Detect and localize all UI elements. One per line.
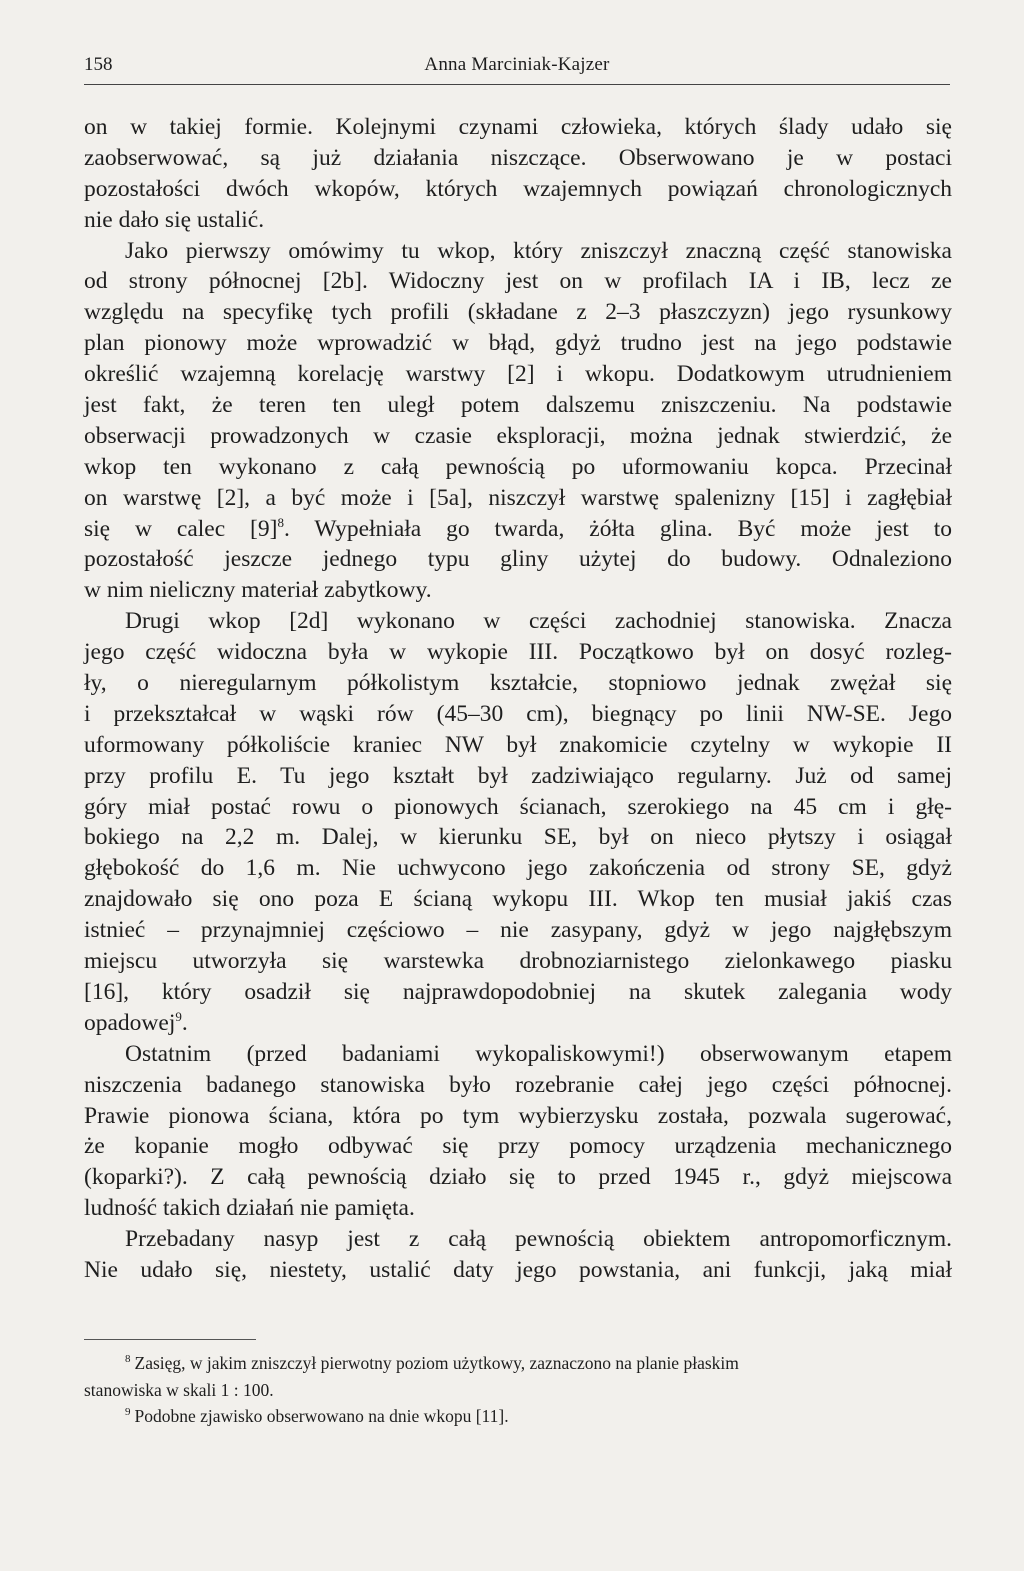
line-text: Przebadany nasyp jest z całą pewnością obiektem antropomorficznym.	[125, 1226, 952, 1253]
text-line	[84, 668, 952, 699]
text-line	[84, 730, 952, 761]
footnote-number: 8	[125, 1353, 131, 1366]
line-text-tail: . Wypełniała go twarda, żółta glina. Być może jest to	[283, 515, 952, 542]
line-text: że kopanie mogło odbywać się przy pomocy urządzenia mechanicznego	[84, 1133, 952, 1160]
line-text: zaobserwować, są już działania niszczące. Obserwowano je w postaci	[84, 144, 952, 171]
footnote-reference: 9	[175, 1009, 182, 1024]
line-text: istnieć – przynajmniej częściowo – nie zasypany, gdyż w jego najgłębszym	[84, 917, 952, 944]
text-line	[84, 792, 952, 823]
text-line	[84, 853, 952, 884]
line-text: Prawie pionowa ściana, która po tym wybierzysku została, pozwala sugerować,	[84, 1102, 952, 1129]
line-text: (koparki?). Z całą pewnością działo się to przed 1945 r., gdyż miejscowa	[84, 1164, 952, 1191]
line-text: on warstwę [2], a być może i [5a], niszczył warstwę spalenizny [15] i zagłębiał	[84, 484, 952, 511]
text-line	[84, 514, 952, 545]
line-text: ły, o nieregularnym półkolistym kształcie, stopniowo jednak zwężał się	[84, 670, 952, 697]
line-text: niszczenia badanego stanowiska było rozebranie całej jego części północnej.	[84, 1071, 952, 1098]
text-line	[84, 1101, 952, 1132]
line-text: znajdowało się ono poza E ścianą wykopu III. Wkop ten musiał jakiś czas	[84, 886, 952, 913]
text-line	[84, 1131, 952, 1162]
text-line	[84, 977, 952, 1008]
footnote-text: Podobne zjawisko obserwowano na dnie wkopu [11].	[134, 1406, 509, 1426]
line-text: obserwacji prowadzonych w czasie eksploracji, można jednak stwierdzić, że	[84, 422, 952, 449]
text-line	[84, 1255, 952, 1286]
footnote-reference: 8	[277, 514, 284, 530]
footnote-line	[84, 1403, 952, 1430]
line-text: i przekształcał w wąski rów (45–30 cm), biegnący po linii NW-SE. Jego	[84, 700, 952, 727]
line-text: wkop ten wykonano z całą pewnością po uformowaniu kopca. Przecinał	[84, 453, 952, 480]
body-text	[84, 112, 952, 1286]
text-line	[84, 1193, 952, 1224]
line-text: on w takiej formie. Kolejnymi czynami człowieka, których ślady udało się	[84, 114, 952, 140]
line-text: określić wzajemną korelację warstwy [2] i wkopu. Dodatkowym utrudnieniem	[84, 361, 952, 388]
text-line	[84, 1008, 952, 1039]
line-text: jego część widoczna była w wykopie III. Początkowo był on dosyć rozleg-	[84, 639, 952, 666]
line-text: jest fakt, że teren ten uległ potem dalszemu zniszczeniu. Na podstawie	[84, 392, 952, 419]
text-line	[84, 822, 952, 853]
text-line	[84, 884, 952, 915]
text-line	[84, 297, 952, 328]
line-text: ludność takich działań nie pamięta.	[84, 1195, 415, 1222]
line-text: pozostałość jeszcze jednego typu gliny użytej do budowy. Odnaleziono	[84, 546, 952, 573]
line-text: plan pionowy może wprowadzić w błąd, gdyż trudno jest na jego podstawie	[84, 330, 952, 357]
line-text: [16], który osadził się najprawdopodobniej na skutek zalegania wody	[84, 978, 952, 1005]
text-line	[84, 390, 952, 421]
line-text: Drugi wkop [2d] wykonano w części zachodniej stanowiska. Znacza	[125, 608, 952, 635]
footnote-number: 9	[125, 1406, 131, 1419]
line-text: nie dało się ustalić.	[84, 206, 265, 233]
footnotes	[84, 1350, 952, 1430]
line-text: Nie udało się, niestety, ustalić daty jego powstania, ani funkcji, jaką miał	[84, 1256, 952, 1283]
line-text: przy profilu E. Tu jego kształt był zadziwiająco regularny. Już od samej	[84, 762, 952, 789]
footnote-line	[84, 1377, 952, 1404]
line-text: głębokość do 1,6 m. Nie uchwycono jego zakończenia od strony SE, gdyż	[84, 855, 952, 882]
text-line	[84, 1162, 952, 1193]
text-line	[84, 1039, 952, 1070]
text-line	[84, 328, 952, 359]
text-line	[84, 1224, 952, 1255]
running-title: Anna Marciniak-Kajzer	[424, 54, 610, 75]
footnote-divider	[84, 1339, 256, 1340]
text-line	[84, 359, 952, 390]
line-text: względu na specyfikę tych profili (składane z 2–3 płaszczyzn) jego rysunkowy	[84, 299, 952, 326]
line-text: Jako pierwszy omówimy tu wkop, który zniszczył znaczną część stanowiska	[125, 237, 952, 264]
text-line	[84, 637, 952, 668]
text-line	[84, 266, 952, 297]
text-line	[84, 112, 952, 143]
running-header	[84, 54, 950, 85]
footnote-line	[84, 1350, 952, 1377]
text-line	[84, 1070, 952, 1101]
text-line	[84, 946, 952, 977]
page-number: 158	[84, 54, 113, 75]
text-line	[84, 915, 952, 946]
text-line	[84, 761, 952, 792]
line-text: uformowany półkoliście kraniec NW był znakomicie czytelny w wykopie II	[84, 731, 952, 758]
line-text-tail: .	[181, 1009, 188, 1036]
line-text: bokiego na 2,2 m. Dalej, w kierunku SE, był on nieco płytszy i osiągał	[84, 824, 952, 851]
line-text: miejscu utworzyła się warstewka drobnoziarnistego zielonkawego piasku	[84, 948, 952, 975]
line-text: opadowej	[84, 1009, 176, 1036]
line-text: się w calec [9]	[84, 515, 278, 542]
text-line	[84, 575, 952, 606]
line-text: od strony północnej [2b]. Widoczny jest on w profilach IA i IB, lecz ze	[84, 268, 952, 295]
text-line	[84, 174, 952, 205]
text-line	[84, 143, 952, 174]
line-text: góry miał postać rowu o pionowych ścianach, szerokiego na 45 cm i głę-	[84, 793, 952, 820]
text-line	[84, 236, 952, 267]
text-line	[84, 606, 952, 637]
text-line	[84, 421, 952, 452]
footnote-text: Zasięg, w jakim zniszczył pierwotny poziom użytkowy, zaznaczono na planie płaskim	[134, 1353, 739, 1373]
text-line	[84, 452, 952, 483]
line-text: Ostatnim (przed badaniami wykopaliskowymi!) obserwowanym etapem	[125, 1040, 952, 1067]
text-line	[84, 544, 952, 575]
text-line	[84, 699, 952, 730]
text-line	[84, 205, 952, 236]
text-line	[84, 483, 952, 514]
line-text: pozostałości dwóch wkopów, których wzajemnych powiązań chronologicznych	[84, 175, 952, 202]
line-text: w nim nieliczny materiał zabytkowy.	[84, 577, 432, 604]
footnote-text: stanowiska w skali 1 : 100.	[84, 1379, 274, 1400]
